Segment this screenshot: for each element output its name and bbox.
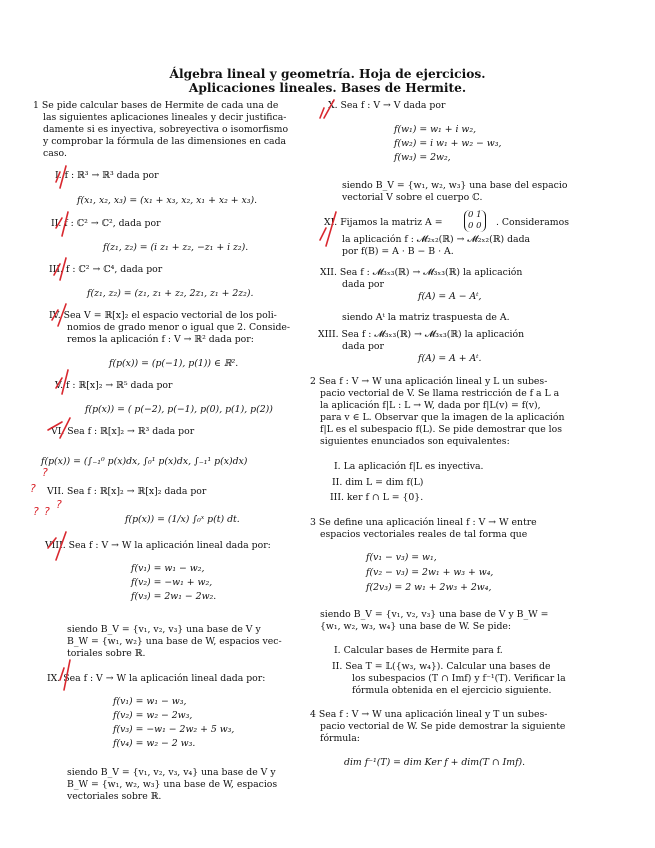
item-iv-line: nomios de grado menor o igual que 2. Conside- bbox=[67, 322, 291, 333]
item-ix-formula: f(v₄) = w₂ − 2 w₃. bbox=[113, 738, 196, 749]
item-x-line: vectorial V sobre el cuerpo ℂ. bbox=[342, 192, 483, 203]
exercise-3-item: fórmula obtenida en el ejercicio siguiente. bbox=[352, 685, 552, 696]
exercise-2-item: I. La aplicación f|L es inyectiva. bbox=[334, 461, 484, 472]
exercise-2-line: siguientes enunciados son equivalentes: bbox=[320, 436, 510, 447]
exercise-1-line: y comprobar la fórmula de las dimensiones en cada bbox=[43, 136, 287, 147]
item-i-formula: f(x₁, x₂, x₃) = (x₁ + x₃, x₂, x₁ + x₂ + x₃). bbox=[77, 195, 258, 206]
matrix-row: 0 1 bbox=[468, 210, 482, 220]
item-viii-formula: f(v₃) = 2w₁ − 2w₂. bbox=[131, 591, 217, 602]
item-ii-heading: II. f : ℂ² → ℂ², dada por bbox=[51, 218, 161, 229]
item-ix-formula: f(v₂) = w₂ − 2w₃, bbox=[113, 710, 193, 721]
item-x-heading: X. Sea f : V → V dada por bbox=[328, 100, 446, 111]
item-xi-heading: XI. Fijamos la matriz A = bbox=[324, 217, 443, 228]
item-ix-heading: IX. Sea f : V → W la aplicación lineal dada por: bbox=[47, 673, 266, 684]
question-mark: ? bbox=[30, 482, 36, 495]
item-x-formula: f(w₁) = w₁ + i w₂, bbox=[394, 124, 477, 135]
exercise-3-formula: f(v₂ − v₃) = 2w₁ + w₃ + w₄, bbox=[366, 567, 494, 578]
exercise-3-item: II. Sea T = 𝕃({w₃, w₄}). Calcular una bases de bbox=[332, 661, 551, 672]
item-ix-line: B_W = {w₁, w₂, w₃} una base de W, espacios bbox=[67, 779, 278, 790]
exercise-4-line: fórmula: bbox=[320, 733, 360, 744]
exercise-1-line: damente si es inyectiva, sobreyectiva o isomorfismo bbox=[43, 124, 289, 135]
exercise-4-line: 4 Sea f : V → W una aplicación lineal y T un subes- bbox=[310, 709, 548, 720]
item-xii-line: XII. Sea f : 𝓜₃ₓ₃(ℝ) → 𝓜₃ₓ₃(ℝ) la aplicación bbox=[320, 267, 523, 278]
question-mark: ? bbox=[33, 505, 39, 518]
item-vi-formula: f(p(x)) = (∫₋₁⁰ p(x)dx, ∫₀¹ p(x)dx, ∫₋₁¹ p(x)dx) bbox=[41, 456, 248, 467]
matrix-a bbox=[464, 210, 486, 232]
question-mark: ? bbox=[56, 498, 62, 511]
item-vii-heading: VII. Sea f : ℝ[x]₂ → ℝ[x]₂ dada por bbox=[47, 486, 207, 497]
exercise-3-line: siendo B_V = {v₁, v₂, v₃} una base de V y B_W = bbox=[320, 609, 549, 620]
item-x-formula: f(w₃) = 2w₂, bbox=[394, 152, 451, 163]
item-viii-formula: f(v₁) = w₁ − w₂, bbox=[131, 563, 205, 574]
item-xii-line: siendo Aᵗ la matriz traspuesta de A. bbox=[342, 312, 510, 323]
item-xii-line: dada por bbox=[342, 279, 384, 290]
item-iii-formula: f(z₁, z₂) = (z₁, z₁ + z₂, 2z₁, z₁ + 2z₂). bbox=[87, 288, 254, 299]
item-xii-formula: f(A) = A − Aᵗ, bbox=[418, 291, 482, 302]
item-ix-formula: f(v₁) = w₁ − w₃, bbox=[113, 696, 187, 707]
exercise-3-item: I. Calcular bases de Hermite para f. bbox=[334, 645, 503, 656]
item-xi-line: la aplicación f : 𝓜₂ₓ₂(ℝ) → 𝓜₂ₓ₂(ℝ) dada bbox=[342, 234, 531, 245]
matrix-row: 0 0 bbox=[468, 221, 482, 231]
exercise-1-line: 1 Se pide calcular bases de Hermite de cada una de bbox=[33, 100, 279, 111]
item-iv-formula: f(p(x)) = (p(−1), p(1)) ∈ ℝ². bbox=[109, 358, 239, 369]
exercise-3-formula: f(2v₃) = 2 w₁ + 2w₃ + 2w₄, bbox=[366, 582, 492, 593]
document-subtitle: Aplicaciones lineales. Bases de Hermite. bbox=[188, 81, 467, 95]
exercise-2-line: f|L es el subespacio f(L). Se pide demostrar que los bbox=[320, 424, 563, 435]
exercise-3-item: los subespacios (T ∩ Imf) y f⁻¹(T). Verificar la bbox=[352, 673, 566, 684]
item-xiii-line: dada por bbox=[342, 341, 384, 352]
item-viii-line: toriales sobre ℝ. bbox=[67, 648, 146, 659]
item-xiii-line: XIII. Sea f : 𝓜₃ₓ₃(ℝ) → 𝓜₃ₓ₃(ℝ) la aplicación bbox=[318, 329, 525, 340]
item-ix-formula: f(v₃) = −w₁ − 2w₂ + 5 w₃, bbox=[113, 724, 235, 735]
item-vi-heading: VI. Sea f : ℝ[x]₂ → ℝ³ dada por bbox=[51, 426, 195, 437]
exercise-4-line: pacio vectorial de W. Se pide demostrar la siguiente bbox=[320, 721, 566, 732]
exercise-1-line: las siguientes aplicaciones lineales y decir justifica- bbox=[43, 112, 287, 123]
item-viii-line: B_W = {w₁, w₂} una base de W, espacios vec- bbox=[67, 636, 282, 647]
document-title: Álgebra lineal y geometría. Hoja de ejercicios. bbox=[169, 67, 486, 81]
item-xi-line: por f(B) = A · B − B · A. bbox=[342, 246, 454, 257]
item-xiii-formula: f(A) = A + Aᵗ. bbox=[418, 353, 482, 364]
item-iv-line: remos la aplicación f : V → ℝ² dada por: bbox=[67, 334, 254, 345]
exercise-2-line: la aplicación f|L : L → W, dada por f|L(v) = f(v), bbox=[320, 400, 541, 411]
exercise-1-line: caso. bbox=[43, 148, 67, 159]
item-x-formula: f(w₂) = i w₁ + w₂ − w₃, bbox=[394, 138, 502, 149]
exercise-2-line: 2 Sea f : V → W una aplicación lineal y L un subes- bbox=[310, 376, 548, 387]
exercise-2-line: pacio vectorial de V. Se llama restricción de f a L a bbox=[320, 388, 560, 399]
item-ix-line: siendo B_V = {v₁, v₂, v₃, v₄} una base de V y bbox=[67, 767, 276, 778]
question-mark: ? bbox=[42, 466, 48, 479]
item-vii-formula: f(p(x)) = (1/x) ∫₀ˣ p(t) dt. bbox=[125, 514, 240, 525]
exercise-3-line: espacios vectoriales reales de tal forma que bbox=[320, 529, 528, 540]
exercise-4-formula: dim f⁻¹(T) = dim Ker f + dim(T ∩ Imf). bbox=[344, 757, 526, 768]
item-v-formula: f(p(x)) = ( p(−2), p(−1), p(0), p(1), p(2)) bbox=[85, 404, 273, 415]
exercise-3-formula: f(v₁ − v₃) = w₁, bbox=[366, 552, 437, 563]
exercise-2-item: II. dim L = dim f(L) bbox=[332, 477, 424, 488]
item-v-heading: V. f : ℝ[x]₂ → ℝ⁵ dada por bbox=[55, 380, 173, 391]
item-i-heading: I. f : ℝ³ → ℝ³ dada por bbox=[55, 170, 159, 181]
item-ii-formula: f(z₁, z₂) = (i z₁ + z₂, −z₁ + i z₂). bbox=[103, 242, 249, 253]
item-x-line: siendo B_V = {w₁, w₂, w₃} una base del espacio bbox=[342, 180, 568, 191]
item-iv-line: IV. Sea V = ℝ[x]₂ el espacio vectorial de los poli- bbox=[49, 310, 277, 321]
item-viii-formula: f(v₂) = −w₁ + w₂, bbox=[131, 577, 213, 588]
exercise-3-line: 3 Se define una aplicación lineal f : V → W entre bbox=[310, 517, 537, 528]
item-iii-heading: III. f : ℂ² → ℂ⁴, dada por bbox=[49, 264, 163, 275]
exercise-2-line: para v ∈ L. Observar que la imagen de la aplicación bbox=[320, 412, 565, 423]
item-viii-line: siendo B_V = {v₁, v₂, v₃} una base de V y bbox=[67, 624, 261, 635]
exercise-2-item: III. ker f ∩ L = {0}. bbox=[330, 492, 424, 503]
exercise-3-line: {w₁, w₂, w₃, w₄} una base de W. Se pide: bbox=[320, 621, 512, 632]
item-xi-after: . Consideramos bbox=[496, 217, 569, 228]
item-viii-heading: VIII. Sea f : V → W la aplicación lineal dada por: bbox=[45, 540, 271, 551]
item-ix-line: vectoriales sobre ℝ. bbox=[67, 791, 162, 802]
question-mark: ? bbox=[44, 505, 50, 518]
